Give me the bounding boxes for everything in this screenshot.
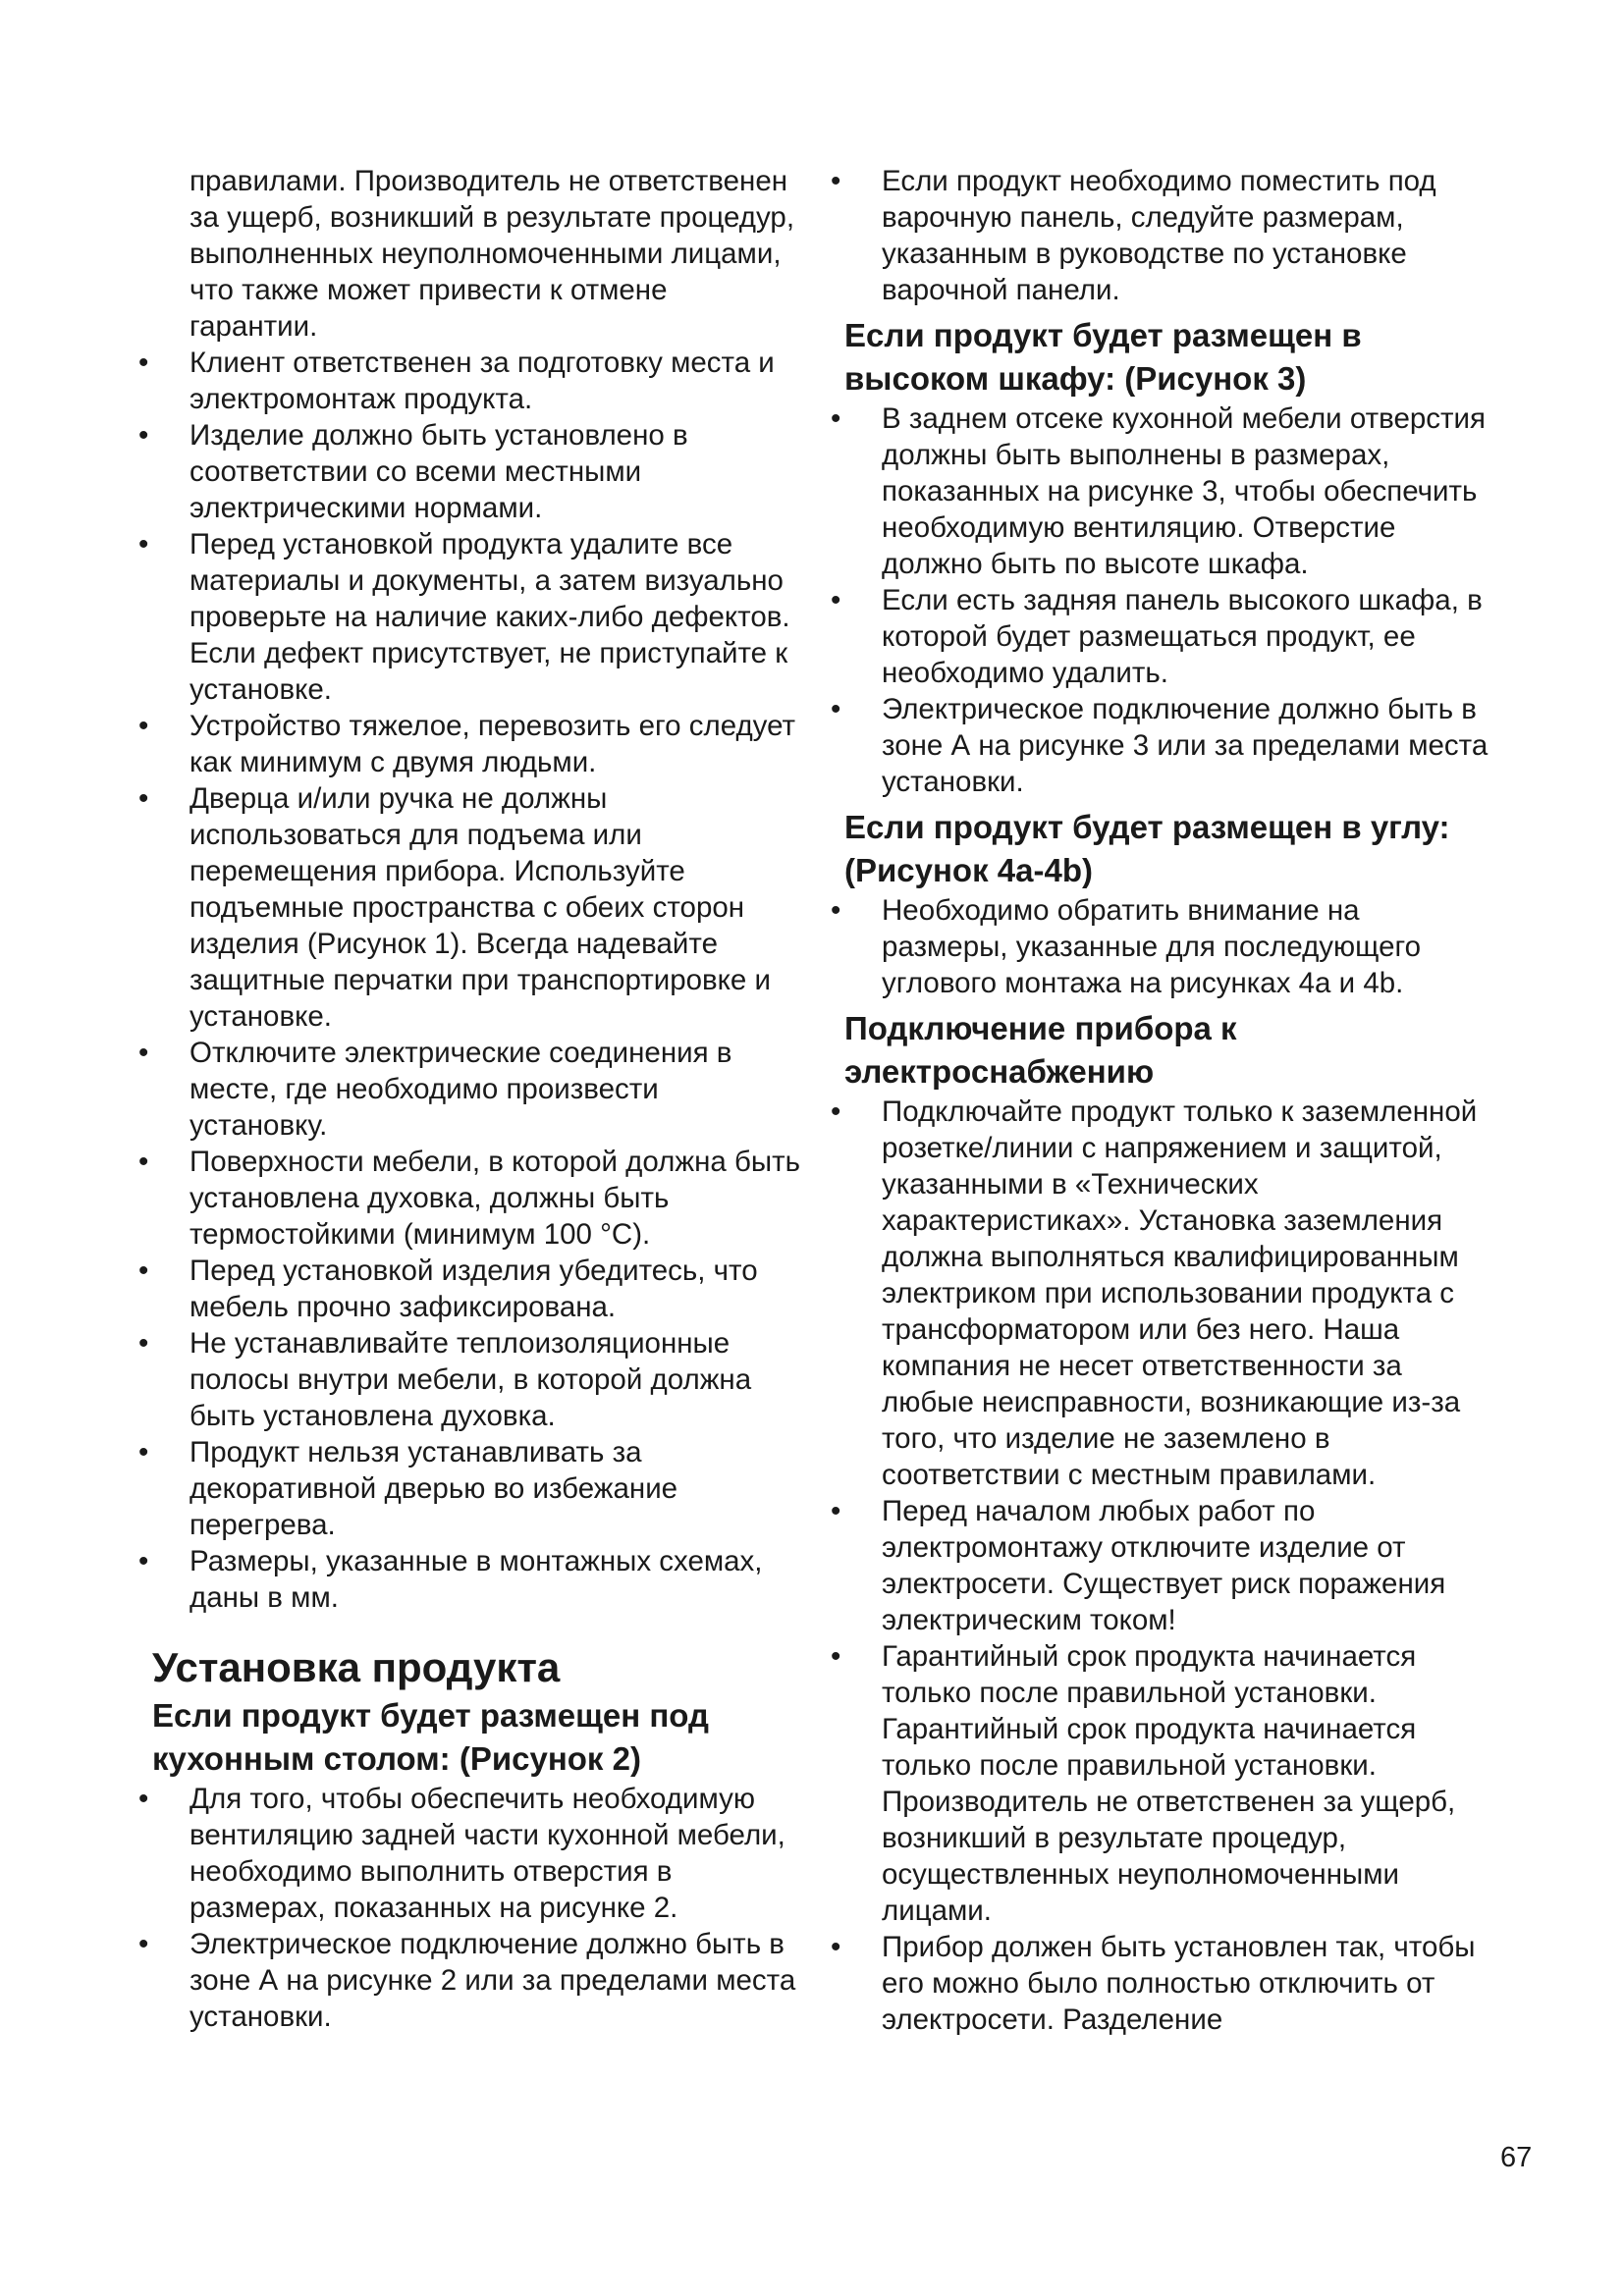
continuation-paragraph: правилами. Производитель не ответственен за ущерб, возникший в результате процедур, выполненных неуполномоченными лицами, что также может привести к отмене гарантии. bbox=[189, 165, 795, 343]
section-title: Установка продукта bbox=[152, 1644, 561, 1690]
list-item: • Размеры, указанные в монтажных схемах, даны в мм. bbox=[138, 1545, 763, 1614]
list-item: • Отключите электрические соединения в месте, где необходимо произвести установку. bbox=[138, 1037, 732, 1142]
page-number: 67 bbox=[1500, 2142, 1533, 2173]
list-item: • Электрическое подключение должно быть в зоне А на рисунке 3 или за пределами места установки. bbox=[831, 693, 1489, 798]
left-column bbox=[138, 163, 800, 2035]
list-item: • Устройство тяжелое, перевозить его следует как минимум с двумя людьми. bbox=[138, 710, 796, 778]
list-item: • Перед началом любых работ по электромонтажу отключите изделие от электросети. Существует риск поражения электрическим током! bbox=[831, 1495, 1446, 1636]
list-item: • Прибор должен быть установлен так, чтобы его можно было полностью отключить от электросети. Разделение bbox=[831, 1931, 1476, 2036]
bullet-icon: • bbox=[138, 1327, 149, 1360]
bullet-icon: • bbox=[138, 1783, 149, 1815]
list-item: • В заднем отсеке кухонной мебели отверстия должны быть выполнены в размерах, показанных на рисунке 3, чтобы обеспечить необходимую вентиляцию. Отверстие должно быть по высоте шкафа. bbox=[831, 402, 1486, 580]
list-item: • Поверхности мебели, в которой должна быть установлена духовка, должны быть термостойкими (минимум 100 °C). bbox=[138, 1146, 800, 1251]
bullet-icon: • bbox=[138, 347, 149, 379]
bullet-icon: • bbox=[831, 165, 841, 197]
list-item: • Для того, чтобы обеспечить необходимую вентиляцию задней части кухонной мебели, необходимо выполнить отверстия в размерах, показанных на рисунке 2. bbox=[138, 1783, 785, 1924]
list-item: • Если продукт необходимо поместить под варочную панель, следуйте размерам, указанным в руководстве по установке варочной панели. bbox=[831, 165, 1436, 306]
list-item: • Если есть задняя панель высокого шкафа, в которой будет размещаться продукт, ее необходимо удалить. bbox=[831, 584, 1483, 689]
subsection-title-tall-cabinet: Если продукт будет размещен в высоком шкафу: (Рисунок 3) bbox=[844, 317, 1362, 397]
bullet-icon: • bbox=[831, 402, 841, 435]
bullet-icon: • bbox=[138, 528, 149, 561]
list-item: • Перед установкой изделия убедитесь, что мебель прочно зафиксирована. bbox=[138, 1255, 758, 1323]
bullet-icon: • bbox=[138, 1928, 149, 1960]
list-item: • Электрическое подключение должно быть в зоне А на рисунке 2 или за пределами места установки. bbox=[138, 1928, 796, 2033]
bullet-icon: • bbox=[138, 1146, 149, 1178]
list-item: • Гарантийный срок продукта начинается только после правильной установки. Гарантийный срок продукта начинается только после правильной установки. Производитель не ответственен за ущерб, возникший в результате процедур, осуществленных неуполномоченными лицами. bbox=[831, 1640, 1456, 1927]
subsection-title-corner: Если продукт будет размещен в углу: (Рисунок 4а-4b) bbox=[844, 809, 1450, 888]
bullet-icon: • bbox=[831, 1495, 841, 1527]
bullet-icon: • bbox=[138, 1545, 149, 1577]
bullet-icon: • bbox=[138, 1037, 149, 1069]
list-item: • Клиент ответственен за подготовку места и электромонтаж продукта. bbox=[138, 347, 775, 415]
bullet-icon: • bbox=[138, 782, 149, 815]
bullet-icon: • bbox=[831, 1640, 841, 1673]
bullet-icon: • bbox=[831, 1095, 841, 1128]
list-item: • Подключайте продукт только к заземленной розетке/линии с напряжением и защитой, указанными в «Технических характеристиках». Установка заземления должна выполняться квалифицированным электриком при использовании продукта с трансформатором или без него. Наша компания не несет ответственности за любые неисправности, возникающие из-за того, что изделие не заземлено в соответствии с местным правилами. bbox=[831, 1095, 1478, 1491]
list-item: • Перед установкой продукта удалите все материалы и документы, а затем визуально проверьте на наличие каких-либо дефектов. Если дефект присутствует, не приступайте к установке. bbox=[138, 528, 790, 706]
subsection-title-power: Подключение прибора к электроснабжению bbox=[844, 1010, 1237, 1090]
bullet-icon: • bbox=[831, 894, 841, 927]
subsection-title-under-table: Если продукт будет размещен под кухонным столом: (Рисунок 2) bbox=[152, 1697, 709, 1777]
list-item: • Необходимо обратить внимание на размеры, указанные для последующего углового монтажа на рисунках 4а и 4b. bbox=[831, 894, 1422, 999]
bullet-icon: • bbox=[138, 710, 149, 742]
list-item: • Изделие должно быть установлено в соответствии со всеми местными электрическими нормами. bbox=[138, 419, 688, 524]
list-item: • Не устанавливайте теплоизоляционные полосы внутри мебели, в которой должна быть установлена духовка. bbox=[138, 1327, 752, 1432]
bullet-icon: • bbox=[138, 1436, 149, 1468]
bullet-icon: • bbox=[138, 419, 149, 452]
bullet-icon: • bbox=[831, 584, 841, 616]
bullet-icon: • bbox=[831, 1931, 841, 1963]
bullet-icon: • bbox=[831, 693, 841, 725]
right-column bbox=[831, 163, 1492, 2038]
list-item: • Дверца и/или ручка не должны использоваться для подъема или перемещения прибора. Используйте подъемные пространства с обеих сторон изделия (Рисунок 1). Всегда надевайте защитные перчатки при транспортировке и установке. bbox=[138, 782, 772, 1033]
bullet-icon: • bbox=[138, 1255, 149, 1287]
list-item: • Продукт нельзя устанавливать за декоративной дверью во избежание перегрева. bbox=[138, 1436, 678, 1541]
